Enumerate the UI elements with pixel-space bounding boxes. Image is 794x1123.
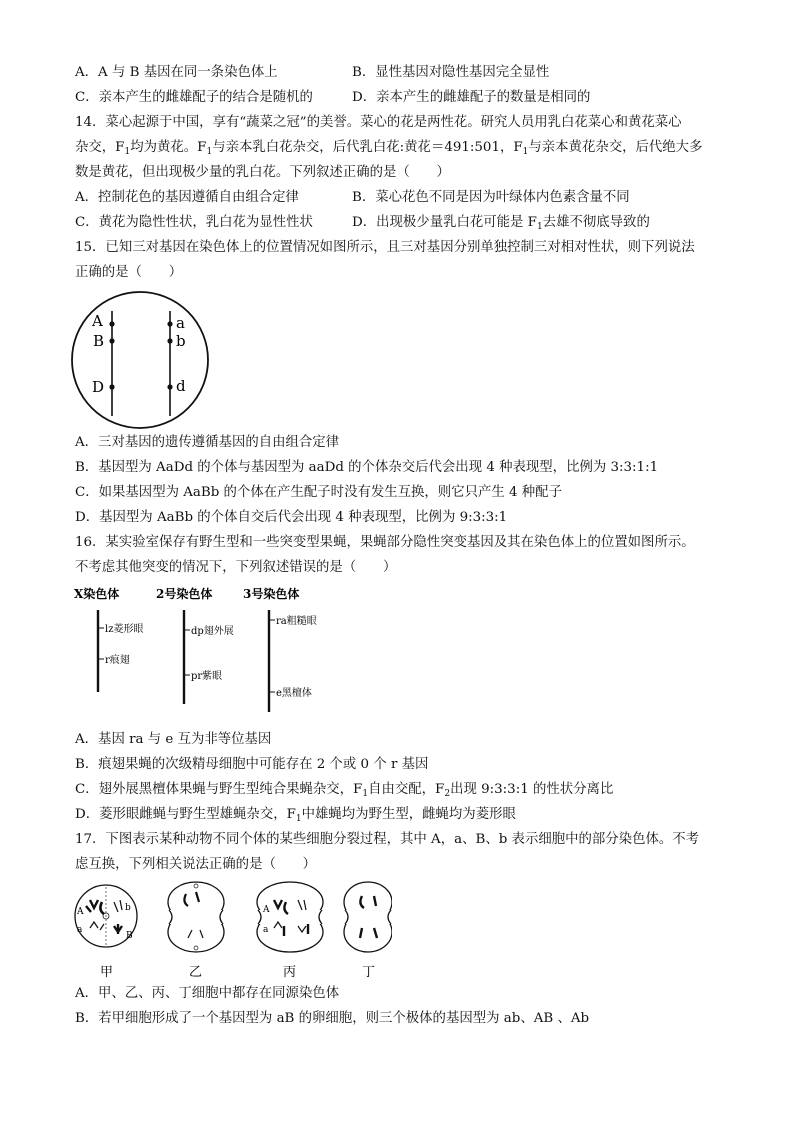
q15-option-a: A．三对基因的遗传遵循基因的自由组合定律 [75, 435, 340, 450]
q13-option-d: D．亲本产生的雌雄配子的数量是相同的 [352, 90, 591, 105]
gene-locus-D [109, 384, 114, 389]
q13-option-b: B．显性基因对隐性基因完全显性 [352, 65, 550, 80]
gene-dp-label: dp翅外展 [191, 626, 234, 637]
q16-option-d [75, 806, 516, 824]
q16-option-c-text: 出现 9:3:3:1 的性状分离比 [450, 782, 614, 797]
q14-stem-text: 与亲本乳白花杂交，后代乳白花:黄花＝491:501，F [212, 140, 523, 155]
gene-ra-label: ra粗糙眼 [276, 616, 317, 627]
gene-locus-B [109, 338, 114, 343]
subscript: 1 [295, 814, 302, 824]
q14-stem-line2 [75, 139, 702, 157]
cell-caption-bing: 丙 [283, 965, 297, 980]
q16-option-c [75, 781, 613, 799]
cell-caption-yi: 乙 [189, 965, 203, 980]
cell-label-A: A [77, 907, 84, 917]
q16-option-a: A．基因 ra 与 e 互为非等位基因 [75, 732, 272, 747]
q14-option-c: C．黄花为隐性性状，乳白花为显性性状 [75, 215, 313, 230]
q17-stem-line2: 虑互换，下列相关说法正确的是（ ） [75, 857, 317, 872]
q16-option-c-text: C．翅外展黑檀体果蝇与野生型纯合果蝇杂交，F [75, 782, 363, 797]
chromosome-2-title: 2号染色体 [156, 587, 213, 601]
gene-lz-label: lz菱形眼 [105, 624, 144, 635]
x-chromosome-title: X染色体 [74, 587, 120, 601]
subscript: 1 [124, 147, 131, 157]
cell-caption-ding: 丁 [362, 965, 376, 980]
chromosome-3-title: 3号染色体 [243, 587, 300, 601]
q14-stem-text: 与亲本黄花杂交，后代绝大多 [528, 140, 703, 155]
gene-label-d: d [176, 377, 186, 395]
q15-option-d: D．基因型为 AaBb 的个体自交后代会出现 4 种表现型，比例为 9:3:3:1 [75, 510, 508, 525]
gene-pr-label: pr紫眼 [191, 671, 223, 682]
q14-option-d-text: 去雄不彻底导致的 [542, 215, 650, 230]
gene-label-B: B [93, 332, 105, 350]
q16-stem-line1: 16．某实验室保存有野生型和一些突变型果蝇，果蝇部分隐性突变基因及其在染色体上的位置如图所示。 [75, 535, 695, 550]
q15-option-b: B．基因型为 AaDd 的个体与基因型为 aaDd 的个体杂交后代会出现 4 种表现型，比例为 3:3:1:1 [75, 460, 659, 475]
q15-stem-line1: 15．已知三对基因在染色体上的位置情况如图所示，且三对基因分别单独控制三对相对性状，则下列说法 [75, 240, 695, 255]
subscript: 1 [362, 789, 369, 799]
q14-stem-text: 均为黄花。F [130, 140, 207, 155]
q17-option-a: A．甲、乙、丙、丁细胞中都存在同源染色体 [75, 986, 340, 1001]
q13-option-c: C．亲本产生的雌雄配子的结合是随机的 [75, 90, 313, 105]
cell-bing [257, 882, 323, 952]
cell-label-b: b [125, 903, 131, 913]
gene-e-label: e黑檀体 [276, 688, 312, 699]
gene-locus-a [167, 321, 172, 326]
cell-label-a: a [77, 925, 83, 935]
q16-option-c-text: 自由交配，F [368, 782, 445, 797]
gene-label-b: b [176, 332, 186, 350]
q17-option-b: B．若甲细胞形成了一个基因型为 aB 的卵细胞，则三个极体的基因型为 ab、AB 、Ab [75, 1011, 590, 1026]
q14-option-d [352, 214, 650, 232]
cell-yi [168, 882, 224, 952]
cell-ding [344, 882, 392, 952]
q14-option-a: A．控制花色的基因遵循自由组合定律 [75, 190, 299, 205]
q13-option-a: A．A 与 B 基因在同一条染色体上 [75, 65, 278, 80]
gene-r-label: r痕翅 [105, 655, 130, 666]
q14-stem-line3: 数是黄花，但出现极少量的乳白花。下列叙述正确的是（ ） [75, 165, 450, 180]
gene-locus-A [109, 321, 114, 326]
q15-chromosome-figure [66, 291, 216, 431]
q16-option-d-text: 中雄蝇均为野生型，雌蝇均为菱形眼 [301, 807, 516, 822]
q14-stem-line1: 14．菜心起源于中国，享有“蔬菜之冠”的美誉。菜心的花是两性花。研究人员用乳白花菜心和黄花菜心 [75, 115, 682, 130]
subscript: 1 [206, 147, 213, 157]
q16-option-d-text: D．菱形眼雌蝇与野生型雄蝇杂交，F [75, 807, 296, 822]
q16-gene-map-figure [72, 584, 342, 714]
q16-stem-line2: 不考虑其他突变的情况下，下列叙述错误的是（ ） [75, 560, 397, 575]
q14-stem-text: 杂交，F [75, 140, 125, 155]
gene-locus-b [167, 338, 172, 343]
gene-label-D: D [92, 378, 105, 396]
gene-locus-d [167, 384, 172, 389]
subscript: 1 [522, 147, 529, 157]
cell-jia [75, 885, 137, 947]
q14-option-b: B．菜心花色不同是因为叶绿体内色素含量不同 [352, 190, 630, 205]
cell-label-a: a [263, 925, 269, 935]
gene-label-A: A [92, 312, 103, 330]
cell-label-B: B [126, 931, 133, 941]
cell-caption-jia: 甲 [100, 965, 114, 980]
gene-label-a: a [176, 314, 185, 332]
q15-option-c: C．如果基因型为 AaBb 的个体在产生配子时没有发生互换，则它只产生 4 种配子 [75, 485, 562, 500]
q17-cell-division-figure [72, 880, 392, 980]
q15-stem-line2: 正确的是（ ） [75, 265, 183, 280]
subscript: 2 [444, 789, 451, 799]
q16-option-b: B．痕翅果蝇的次级精母细胞中可能存在 2 个或 0 个 r 基因 [75, 757, 429, 772]
q14-option-d-text: D．出现极少量乳白花可能是 F [352, 215, 537, 230]
subscript: 1 [536, 222, 543, 232]
q17-stem-line1: 17．下图表示某种动物不同个体的某些细胞分裂过程，其中 A，a、B、b 表示细胞中的部分染色体。不考 [75, 832, 700, 847]
cell-label-A: A [263, 905, 270, 915]
